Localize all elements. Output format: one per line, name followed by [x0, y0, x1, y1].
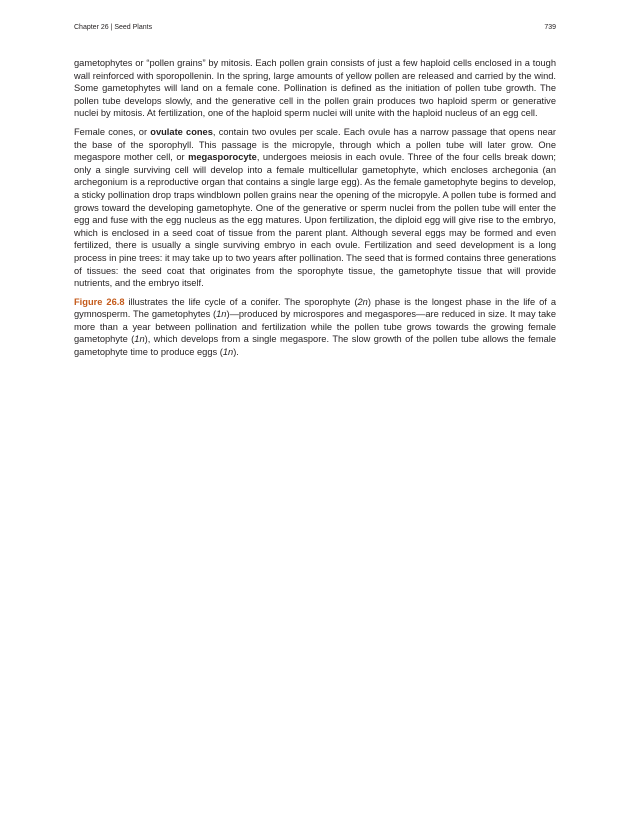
page-number: 739 — [544, 24, 556, 31]
term-megasporocyte: megasporocyte — [188, 152, 257, 163]
paragraph-text: , undergoes meiosis in each ovule. Three of the four cells break down; only a single surviving cell will develop into a female multicellular gametophyte, which encloses archegonia (an archegonium is a reproductive organ that contains a single large egg). As the female gametophyte begins to develop, a sticky pollination drop traps windblown pollen grains near the opening of the micropyle. A pollen tube is formed and grows toward the developing gametophyte. One of the generative or sperm nuclei from the pollen tube will enter the egg and fuse with the egg nucleus as the egg matures. Upon fertilization, the diploid egg will give rise to the embryo, which is enclosed in a seed coat of tissue from the parent plant. Although several eggs may be formed and even fertilized, there is usually a single surviving embryo in each ovule. Fertilization and seed development is a long process in pine trees: it may take up to two years after pollination. The seed that is formed contains three generations of tissues: the seed coat that originates from the sporophyte tissue, the gametophyte tissue that will provide nutrients, and the embryo itself. — [74, 152, 557, 289]
term-ovulate-cones: ovulate cones — [150, 126, 213, 137]
ploidy-1n: 1n — [134, 334, 145, 345]
paragraph-text: ), which develops from a single megaspore. The slow growth of the pollen tube allows the female gametophyte time to produce eggs ( — [74, 334, 556, 358]
paragraph-text: , contain two ovules per scale. Each ovule has a narrow passage that opens near the base of the sporophyll. This passage is the micropyle, through which a pollen tube will later grow. One megaspore mother cell, or — [74, 126, 556, 163]
paragraph-text: Female cones, or — [74, 126, 151, 137]
figure-link-26-8[interactable]: Figure 26.8 — [74, 296, 125, 307]
paragraph-text: gametophytes or “pollen grains” by mitosis. Each pollen grain consists of just a few haploid cells enclosed in a tough wall reinforced with sporopollenin. In the spring, large amounts of yellow pollen are released and carried by the wind. Some gametophytes will land on a female cone. Pollination is defined as the initiation of pollen tube growth. The pollen tube develops slowly, and the generative cell in the pollen grain produces two haploid sperm or generative nuclei by mitosis. At fertilization, one of the haploid sperm nuclei will unite with the haploid nucleus of an egg cell. — [74, 58, 556, 119]
body-text — [74, 57, 556, 365]
paragraph-text: illustrates the life cycle of a conifer. The sporophyte ( — [124, 296, 358, 307]
ploidy-1n: 1n — [222, 347, 234, 358]
paragraph-text: )—produced by microspores and megaspores—are reduced in size. It may take more than a year between pollination and fertilization while the pollen tube grows towards the growing female gametophyte ( — [74, 309, 556, 345]
paragraph-life-cycle — [74, 296, 556, 359]
paragraph-pollen-grains — [74, 57, 556, 120]
ploidy-2n: 2n — [357, 296, 368, 307]
paragraph-text: ). — [233, 347, 239, 358]
running-header — [74, 22, 556, 34]
chapter-title: Chapter 26 | Seed Plants — [74, 24, 153, 31]
ploidy-1n: 1n — [216, 309, 227, 320]
paragraph-female-cones — [74, 126, 556, 290]
paragraph-text: ) phase is the longest phase in the life of a gymnosperm. The gametophytes ( — [74, 296, 557, 320]
